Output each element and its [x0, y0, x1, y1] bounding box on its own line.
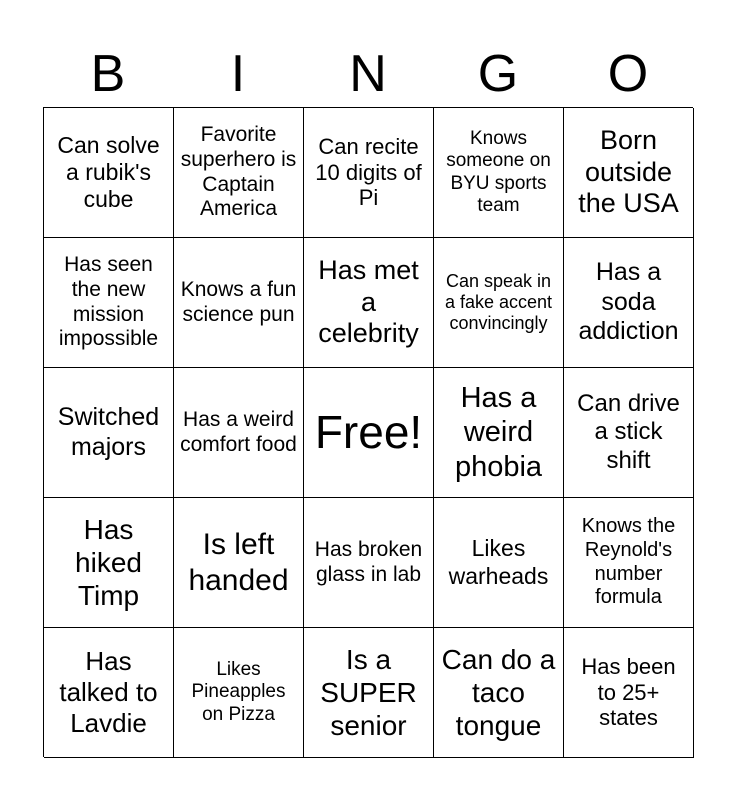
cell-text: Is left handed: [188, 528, 289, 597]
cell-text: Has been to 25+ states: [581, 653, 676, 731]
cell-text: Has a soda addiction: [578, 258, 679, 346]
cell-text: Likes warheads: [448, 535, 549, 589]
cell-text: Has talked to Lavdie: [59, 646, 158, 738]
cell-text: Born outside the USA: [578, 124, 679, 219]
bingo-cell-r5-c3[interactable]: [304, 628, 434, 758]
bingo-cell-r1-c5[interactable]: [564, 108, 694, 238]
cell-text: Knows a fun science pun: [180, 277, 297, 326]
bingo-cell-r2-c1[interactable]: [44, 238, 174, 368]
cell-text: Has broken glass in lab: [314, 537, 423, 586]
header-letter-g: G: [477, 45, 519, 103]
bingo-header: [43, 40, 693, 108]
bingo-cell-r4-c2[interactable]: [174, 498, 304, 628]
cell-text: Switched majors: [57, 403, 160, 461]
free-space-cell[interactable]: [304, 368, 434, 498]
bingo-cell-r5-c2[interactable]: [174, 628, 304, 758]
bingo-cell-r1-c1[interactable]: [44, 108, 174, 238]
cell-text: Can do a taco tongue: [441, 643, 556, 742]
header-letter-b: B: [90, 45, 126, 103]
free-space-text: Free!: [314, 406, 423, 459]
bingo-cell-r2-c5[interactable]: [564, 238, 694, 368]
cell-text: Has a weird phobia: [454, 382, 543, 483]
bingo-cell-r2-c4[interactable]: [434, 238, 564, 368]
bingo-cell-r5-c4[interactable]: [434, 628, 564, 758]
bingo-cell-r1-c2[interactable]: [174, 108, 304, 238]
bingo-cell-r4-c4[interactable]: [434, 498, 564, 628]
header-letter-i: I: [230, 45, 246, 103]
cell-text: Likes Pineapples on Pizza: [191, 658, 286, 725]
cell-text: Is a SUPER senior: [320, 643, 417, 742]
cell-text: Can speak in a fake accent convincingly: [444, 270, 553, 334]
bingo-cell-r4-c5[interactable]: [564, 498, 694, 628]
bingo-grid: [43, 107, 693, 757]
header-letter-n: N: [349, 45, 387, 103]
cell-text: Can drive a stick shift: [577, 390, 680, 474]
cell-text: Can recite 10 digits of Pi: [315, 133, 422, 211]
cell-text: Knows the Reynold's number formula: [581, 515, 676, 609]
bingo-cell-r1-c4[interactable]: [434, 108, 564, 238]
bingo-cell-r4-c1[interactable]: [44, 498, 174, 628]
bingo-cell-r4-c3[interactable]: [304, 498, 434, 628]
bingo-cell-r3-c2[interactable]: [174, 368, 304, 498]
header-letter-o: O: [607, 45, 649, 103]
bingo-cell-r2-c3[interactable]: [304, 238, 434, 368]
bingo-cell-r5-c5[interactable]: [564, 628, 694, 758]
cell-text: Favorite superhero is Captain America: [180, 122, 297, 221]
bingo-cell-r3-c5[interactable]: [564, 368, 694, 498]
cell-text: Has seen the new mission impossible: [58, 252, 159, 351]
bingo-cell-r2-c2[interactable]: [174, 238, 304, 368]
bingo-cell-r5-c1[interactable]: [44, 628, 174, 758]
cell-text: Has met a celebrity: [318, 254, 419, 349]
cell-text: Knows someone on BYU sports team: [446, 127, 551, 216]
bingo-cell-r3-c1[interactable]: [44, 368, 174, 498]
cell-text: Has a weird comfort food: [180, 407, 297, 456]
cell-text: Can solve a rubik's cube: [57, 131, 160, 213]
bingo-cell-r3-c4[interactable]: [434, 368, 564, 498]
cell-text: Has hiked Timp: [75, 513, 142, 612]
bingo-cell-r1-c3[interactable]: [304, 108, 434, 238]
